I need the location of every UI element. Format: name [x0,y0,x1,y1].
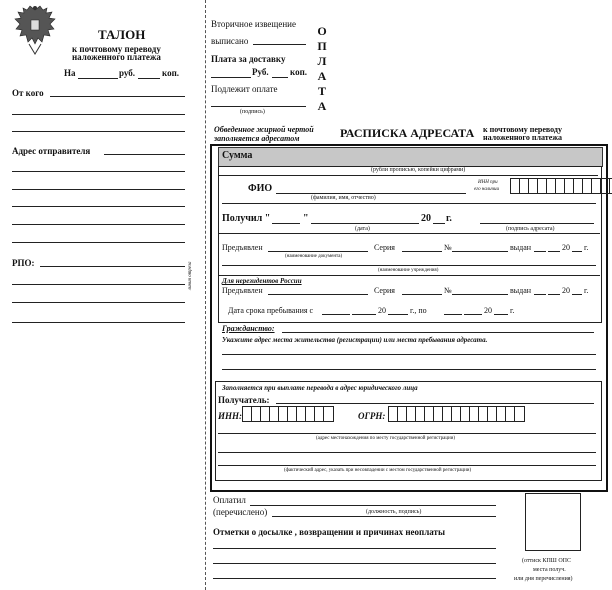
received-year: 20 [421,213,431,224]
nonres-issued-month-field[interactable] [548,294,560,295]
talon-rub-field[interactable] [78,78,118,79]
talon-address-field[interactable] [104,154,185,155]
ogrn-cells[interactable] [388,406,525,422]
notice-kop-label: коп. [290,67,308,77]
doc-name-field[interactable] [268,251,368,252]
issued-g: г. [584,243,589,252]
talon-rpo-field[interactable] [40,266,185,267]
talon-rpo-label: РПО: [12,258,35,268]
nonres-number-field[interactable] [452,294,508,295]
marks-line-2[interactable] [213,563,496,564]
receipt-note-2: заполняется адресатом [214,134,300,143]
notice-rub-field[interactable] [211,77,251,78]
nonres-label: Для нерезидентов России [222,277,302,285]
issued-day-field[interactable] [534,251,546,252]
talon-address-line-5[interactable] [12,224,185,225]
stamp-hint-2: места получ. [533,567,566,573]
notice-kop-field[interactable] [272,77,288,78]
notice-rub-label: Руб. [252,67,269,77]
stay-from-day-field[interactable] [322,314,350,315]
talon-address-line-2[interactable] [12,171,185,172]
doc-divider [218,233,600,234]
recipient-label: Получатель: [218,395,270,405]
position-hint: (должность, подпись) [366,509,422,515]
notice-delivery-fee: Плата за доставку [211,54,286,64]
legal-inn-cells[interactable] [242,406,334,422]
nonres-issued-year-field[interactable] [572,294,582,295]
legal-entity-block [215,381,602,481]
talon-from-line-2[interactable] [12,114,185,115]
talon-from-label: От кого [12,88,44,98]
fio-hint: (фамилия, имя, отчество) [311,195,376,201]
received-quote-close: " [303,213,309,224]
series-field[interactable] [402,251,442,252]
nonres-issued-year: 20 [562,286,570,295]
paid-field[interactable] [250,505,496,506]
sum-hint: (рубли прописью, копейки цифрами) [371,167,466,173]
marks-line-1[interactable] [213,548,496,549]
talon-subtitle-2: наложенного платежа [72,52,161,62]
issued-year: 20 [562,243,570,252]
date-hint: (дата) [355,226,370,232]
nonres-presented-label: Предъявлен [222,286,263,295]
institution-field[interactable] [222,265,596,266]
received-year-suffix: г. [446,213,452,224]
stay-to-day-field[interactable] [444,314,462,315]
talon-kop-field[interactable] [138,78,160,79]
talon-subtitle-1: к почтовому переводу [72,44,161,54]
inn-hint-1: ИНН при [478,180,498,185]
talon-from-field[interactable] [50,96,185,97]
stay-from-year: 20 [378,306,386,315]
talon-address-line-4[interactable] [12,206,185,207]
stay-to-year: 20 [484,306,492,315]
talon-address-line-6[interactable] [12,242,185,243]
recipient-field[interactable] [276,403,594,404]
address-line-2[interactable] [222,369,596,370]
received-month-field[interactable] [311,223,419,224]
stay-to-year-field[interactable] [494,314,508,315]
received-year-field[interactable] [433,223,445,224]
presented-label: Предъявлен [222,243,263,252]
nonres-issued-label: выдан [510,286,532,295]
transferred-field[interactable] [272,516,496,517]
notice-issued-field[interactable] [253,44,306,45]
stay-by-label: г., по [410,306,427,315]
transferred-label: (перечислено) [213,507,268,517]
sum-field[interactable] [218,147,603,167]
nonres-number-label: № [444,286,452,295]
cut-line-label: линия отреза [188,261,193,290]
addressee-signature-field[interactable] [480,223,594,224]
marks-line-3[interactable] [213,578,496,579]
stay-date-label: Дата срока пребывания с [228,306,314,315]
marks-label: Отметки о досылке , возвращении и причинах неоплаты [213,527,445,537]
address-prompt: Укажите адрес места жительства (регистрации) или места пребывания адресата. [222,336,488,344]
inn-label: ИНН: [218,411,242,421]
receipt-title: РАСПИСКА АДРЕСАТА [340,126,475,140]
notice-secondary: Вторичное извещение [211,19,296,29]
talon-rpo-line-2[interactable] [12,284,185,285]
notice-subject: Подлежит оплате [211,84,278,94]
cut-line [205,0,206,590]
legal-heading: Заполняется при выплате перевода в адрес юридического лица [222,384,418,392]
nonres-issued-g: г. [584,286,589,295]
stamp-hint-1: (оттиск КПШ ОПС [522,558,572,564]
legal-address-line-1[interactable] [218,433,596,434]
receipt-right-note-2: наложенного платежа [483,133,563,142]
sum-label: Сумма [222,150,253,161]
stamp-box [525,493,581,551]
legal-address-line-3[interactable] [218,465,596,466]
oplata-vertical: ОПЛАТА [317,24,327,113]
notice-signature-hint: (подпись) [240,109,265,115]
doc-hint: (наименование документа) [285,254,343,259]
talon-rpo-line-4[interactable] [12,322,185,323]
talon-kop-label: коп. [162,68,180,78]
legal-hint-1: (адрес местонахождения по месту государственной регистрации) [316,436,456,441]
nonres-issued-day-field[interactable] [534,294,546,295]
number-label: № [444,243,452,252]
stamp-hint-3: или дня перечисления) [514,576,573,582]
talon-amount-prefix: На [64,68,76,78]
talon-sender-address-label: Адрес отправителя [12,146,91,156]
talon-from-line-3[interactable] [12,131,185,132]
citizenship-label: Гражданство: [222,324,275,333]
fio-label: ФИО [248,183,273,194]
inn-hint-2: его наличии [474,187,499,192]
nonres-series-label: Серия [374,286,395,295]
coat-of-arms-emblem [12,4,58,56]
address-line-1[interactable] [222,354,596,355]
legal-hint-2: (фактический адрес, указать при несовпадении с местом государственной регистрации) [284,468,472,473]
received-day-field[interactable] [272,223,300,224]
talon-rpo-line-3[interactable] [12,302,185,303]
institution-hint: (наименование учреждения) [378,268,439,273]
paid-label: Оплатил [213,495,246,505]
stay-to-g: г. [510,306,515,315]
talon-address-line-3[interactable] [12,189,185,190]
receipt-note-1: Обведенное жирной чертой [214,125,314,134]
citizenship-field[interactable] [282,332,594,333]
stay-from-month-field[interactable] [352,314,376,315]
signature-hint: (подпись адресата) [506,226,555,232]
nonres-doc-field[interactable] [268,294,368,295]
number-field[interactable] [452,251,508,252]
issued-year-field[interactable] [572,251,582,252]
series-label: Серия [374,243,395,252]
receipt-right-note-1: к почтовому переводу [483,125,562,134]
nonres-series-field[interactable] [402,294,442,295]
received-label: Получил " [222,213,271,224]
inn-cells[interactable] [510,178,612,194]
stay-from-year-field[interactable] [388,314,408,315]
talon-title: ТАЛОН [98,27,146,42]
fio-field[interactable] [276,193,466,194]
issued-label: выдан [510,243,532,252]
notice-signature-field[interactable] [211,106,306,107]
fio-line-2[interactable] [222,203,596,204]
stay-to-month-field[interactable] [464,314,482,315]
talon-rub-label: руб. [119,68,136,78]
issued-month-field[interactable] [548,251,560,252]
ogrn-label: ОГРН: [358,411,386,421]
notice-issued: выписано [211,36,249,46]
nonres-divider [218,275,600,276]
legal-address-line-2[interactable] [218,452,596,453]
